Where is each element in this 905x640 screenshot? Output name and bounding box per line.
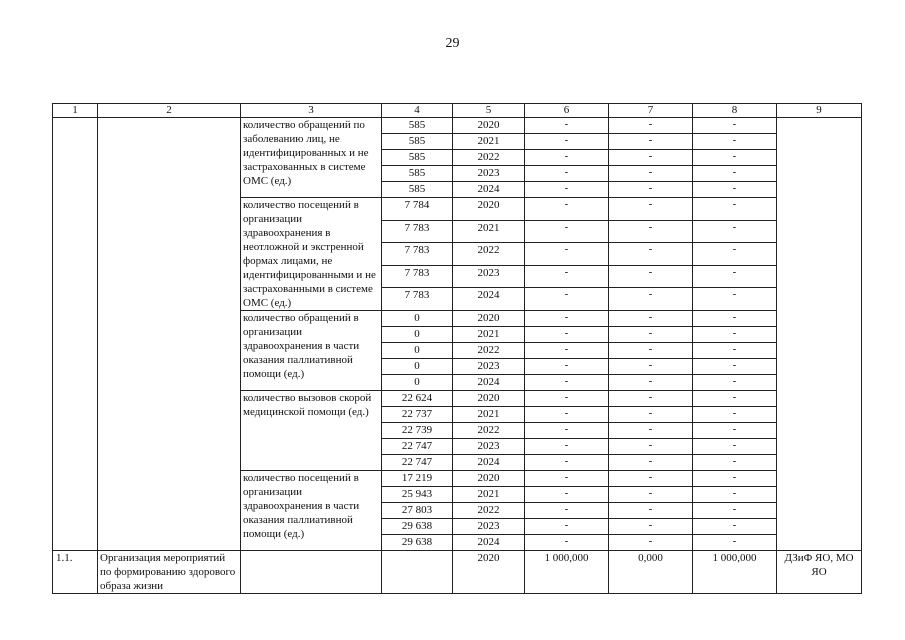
year-cell: 2023 <box>453 265 525 288</box>
dash-cell: - <box>525 343 609 359</box>
indicator-description: количество вызовов скорой медицинской помощи (ед.) <box>241 391 382 471</box>
dash-cell: - <box>609 519 693 535</box>
year-cell: 2024 <box>453 455 525 471</box>
year-cell: 2023 <box>453 359 525 375</box>
header-cell: 8 <box>693 104 777 118</box>
dash-cell: - <box>525 535 609 551</box>
dash-cell: - <box>525 487 609 503</box>
year-cell: 2020 <box>453 118 525 134</box>
header-cell: 9 <box>777 104 862 118</box>
year-cell: 2020 <box>453 391 525 407</box>
dash-cell: - <box>693 359 777 375</box>
dash-cell: - <box>693 519 777 535</box>
dash-cell: - <box>693 471 777 487</box>
year-cell: 2022 <box>453 343 525 359</box>
dash-cell: - <box>525 118 609 134</box>
indicator-value: 17 219 <box>382 471 453 487</box>
dash-cell: - <box>525 391 609 407</box>
dash-cell: - <box>609 407 693 423</box>
dash-cell: - <box>609 134 693 150</box>
executor: ДЗиФ ЯО, МО ЯО <box>777 551 862 594</box>
dash-cell: - <box>693 455 777 471</box>
year-cell: 2020 <box>453 471 525 487</box>
year-cell: 2020 <box>453 311 525 327</box>
year-cell: 2024 <box>453 182 525 198</box>
empty-cell <box>241 551 382 594</box>
indicator-value: 22 624 <box>382 391 453 407</box>
dash-cell: - <box>525 327 609 343</box>
indicator-value: 22 739 <box>382 423 453 439</box>
dash-cell: - <box>693 535 777 551</box>
dash-cell: - <box>609 327 693 343</box>
indicator-value: 585 <box>382 150 453 166</box>
dash-cell: - <box>693 134 777 150</box>
year-cell: 2022 <box>453 150 525 166</box>
activity-title: Организация мероприятий по формированию здорового образа жизни <box>98 551 241 594</box>
dash-cell: - <box>525 288 609 311</box>
dash-cell: - <box>609 343 693 359</box>
indicator-value: 27 803 <box>382 503 453 519</box>
dash-cell: - <box>693 288 777 311</box>
dash-cell: - <box>609 288 693 311</box>
indicator-description: количество посещений в организации здравоохранения в неотложной и экстренной формах лицами, не идентифицированными и не застрахованными в системе ОМС (ед.) <box>241 198 382 311</box>
indicator-value: 22 737 <box>382 407 453 423</box>
year-cell: 2023 <box>453 519 525 535</box>
indicator-value: 25 943 <box>382 487 453 503</box>
indicator-value: 22 747 <box>382 439 453 455</box>
dash-cell: - <box>609 359 693 375</box>
year-cell: 2024 <box>453 375 525 391</box>
dash-cell: - <box>693 375 777 391</box>
dash-cell: - <box>609 471 693 487</box>
year-cell: 2021 <box>453 134 525 150</box>
indicator-value: 0 <box>382 375 453 391</box>
dash-cell: - <box>525 243 609 266</box>
indicator-value: 7 783 <box>382 265 453 288</box>
empty-cell <box>777 118 862 551</box>
dash-cell: - <box>525 471 609 487</box>
empty-cell <box>98 118 241 551</box>
dash-cell: - <box>525 220 609 243</box>
dash-cell: - <box>693 311 777 327</box>
year-cell: 2021 <box>453 220 525 243</box>
header-cell: 6 <box>525 104 609 118</box>
indicator-value: 0 <box>382 343 453 359</box>
header-cell: 1 <box>53 104 98 118</box>
dash-cell: - <box>609 265 693 288</box>
dash-cell: - <box>693 423 777 439</box>
dash-cell: - <box>525 375 609 391</box>
dash-cell: - <box>609 439 693 455</box>
dash-cell: - <box>609 243 693 266</box>
dash-cell: - <box>525 166 609 182</box>
year-cell: 2020 <box>453 551 525 594</box>
dash-cell: - <box>693 198 777 221</box>
dash-cell: - <box>693 182 777 198</box>
dash-cell: - <box>525 311 609 327</box>
year-cell: 2022 <box>453 503 525 519</box>
year-cell: 2023 <box>453 166 525 182</box>
year-cell: 2021 <box>453 327 525 343</box>
header-cell: 2 <box>98 104 241 118</box>
dash-cell: - <box>525 150 609 166</box>
dash-cell: - <box>525 423 609 439</box>
dash-cell: - <box>609 487 693 503</box>
header-cell: 5 <box>453 104 525 118</box>
indicator-value: 7 783 <box>382 220 453 243</box>
dash-cell: - <box>609 118 693 134</box>
year-cell: 2022 <box>453 423 525 439</box>
dash-cell: - <box>693 150 777 166</box>
dash-cell: - <box>609 423 693 439</box>
dash-cell: - <box>525 182 609 198</box>
dash-cell: - <box>609 182 693 198</box>
indicator-value: 585 <box>382 182 453 198</box>
dash-cell: - <box>693 220 777 243</box>
budget-federal: 0,000 <box>609 551 693 594</box>
dash-cell: - <box>525 134 609 150</box>
header-row <box>53 104 862 118</box>
year-cell: 2021 <box>453 407 525 423</box>
plan-table <box>52 103 862 594</box>
table-row <box>53 118 862 134</box>
dash-cell: - <box>525 265 609 288</box>
year-cell: 2024 <box>453 535 525 551</box>
indicator-value: 585 <box>382 118 453 134</box>
row-number: 1.1. <box>53 551 98 594</box>
header-cell: 4 <box>382 104 453 118</box>
year-cell: 2024 <box>453 288 525 311</box>
dash-cell: - <box>525 198 609 221</box>
dash-cell: - <box>609 503 693 519</box>
indicator-value: 29 638 <box>382 519 453 535</box>
indicator-value: 7 784 <box>382 198 453 221</box>
dash-cell: - <box>609 166 693 182</box>
dash-cell: - <box>693 243 777 266</box>
dash-cell: - <box>525 455 609 471</box>
page-number: 29 <box>445 36 460 51</box>
dash-cell: - <box>525 439 609 455</box>
dash-cell: - <box>525 407 609 423</box>
dash-cell: - <box>693 118 777 134</box>
dash-cell: - <box>693 439 777 455</box>
indicator-value: 7 783 <box>382 243 453 266</box>
empty-cell <box>53 118 98 551</box>
indicator-description: количество обращений в организации здравоохранения в части оказания паллиативной помощи (ед.) <box>241 311 382 391</box>
dash-cell: - <box>525 359 609 375</box>
dash-cell: - <box>609 535 693 551</box>
dash-cell: - <box>609 220 693 243</box>
indicator-value: 0 <box>382 327 453 343</box>
budget-total: 1 000,000 <box>525 551 609 594</box>
dash-cell: - <box>693 407 777 423</box>
year-cell: 2021 <box>453 487 525 503</box>
dash-cell: - <box>609 375 693 391</box>
header-cell: 3 <box>241 104 382 118</box>
indicator-value: 0 <box>382 359 453 375</box>
dash-cell: - <box>693 343 777 359</box>
empty-cell <box>382 551 453 594</box>
indicator-description: количество обращений по заболеванию лиц, не идентифицированных и не застрахованных в системе ОМС (ед.) <box>241 118 382 198</box>
dash-cell: - <box>693 487 777 503</box>
dash-cell: - <box>693 327 777 343</box>
dash-cell: - <box>609 150 693 166</box>
table-row <box>53 551 862 594</box>
dash-cell: - <box>609 198 693 221</box>
indicator-description: количество посещений в организации здравоохранения в части оказания паллиативной помощи (ед.) <box>241 471 382 551</box>
dash-cell: - <box>693 391 777 407</box>
indicator-value: 585 <box>382 166 453 182</box>
dash-cell: - <box>609 311 693 327</box>
dash-cell: - <box>693 166 777 182</box>
year-cell: 2020 <box>453 198 525 221</box>
header-cell: 7 <box>609 104 693 118</box>
dash-cell: - <box>525 503 609 519</box>
indicator-value: 585 <box>382 134 453 150</box>
year-cell: 2023 <box>453 439 525 455</box>
indicator-value: 29 638 <box>382 535 453 551</box>
dash-cell: - <box>525 519 609 535</box>
indicator-value: 7 783 <box>382 288 453 311</box>
indicator-value: 22 747 <box>382 455 453 471</box>
budget-regional: 1 000,000 <box>693 551 777 594</box>
dash-cell: - <box>609 455 693 471</box>
dash-cell: - <box>693 265 777 288</box>
indicator-value: 0 <box>382 311 453 327</box>
year-cell: 2022 <box>453 243 525 266</box>
dash-cell: - <box>693 503 777 519</box>
dash-cell: - <box>609 391 693 407</box>
table-body <box>53 104 862 594</box>
